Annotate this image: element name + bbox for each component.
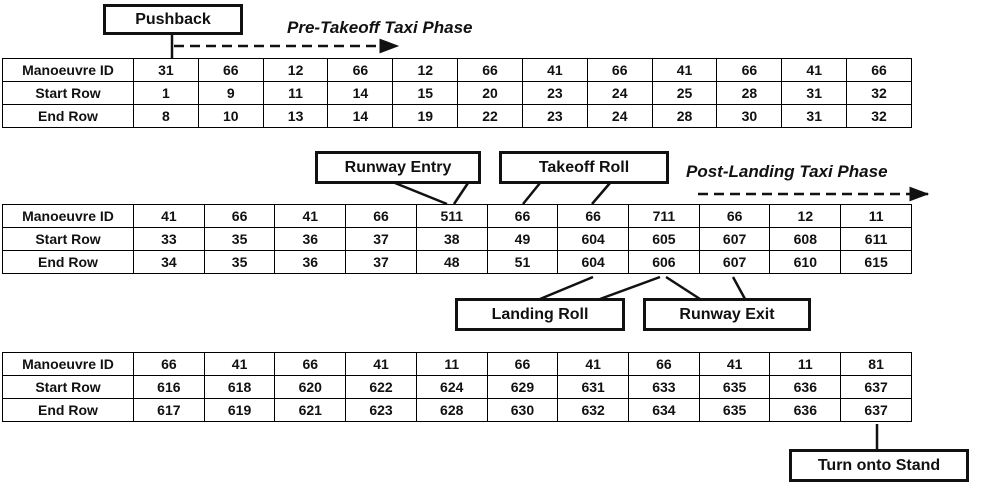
table-cell: 37 bbox=[346, 251, 417, 274]
table-cell: 33 bbox=[134, 228, 205, 251]
table-cell: 36 bbox=[275, 251, 346, 274]
table-cell: 66 bbox=[275, 353, 346, 376]
table-cell: 616 bbox=[134, 376, 205, 399]
table-cell: 12 bbox=[263, 59, 328, 82]
table-cell: 41 bbox=[275, 205, 346, 228]
table-cell: 32 bbox=[847, 105, 912, 128]
takeoff-roll-label: Takeoff Roll bbox=[538, 158, 630, 176]
table-cell: 618 bbox=[204, 376, 275, 399]
table-row bbox=[3, 105, 912, 128]
table-cell: 11 bbox=[416, 353, 487, 376]
table-cell: 636 bbox=[770, 399, 841, 422]
turn-onto-stand-label: Turn onto Stand bbox=[817, 456, 941, 474]
runway-exit-connector-line bbox=[733, 277, 745, 299]
row-label: Manoeuvre ID bbox=[3, 353, 134, 376]
table-cell: 66 bbox=[487, 205, 558, 228]
table-cell: 48 bbox=[416, 251, 487, 274]
table-cell: 623 bbox=[346, 399, 417, 422]
row-label: Manoeuvre ID bbox=[3, 205, 134, 228]
table-cell: 30 bbox=[717, 105, 782, 128]
table-cell: 66 bbox=[487, 353, 558, 376]
takeoff-roll-connector-line bbox=[592, 183, 610, 204]
table-cell: 41 bbox=[699, 353, 770, 376]
table-cell: 620 bbox=[275, 376, 346, 399]
pre-takeoff-manoeuvre-table bbox=[2, 58, 912, 128]
runway-entry-connector-line bbox=[454, 183, 468, 204]
table-cell: 10 bbox=[198, 105, 263, 128]
table-cell: 81 bbox=[841, 353, 912, 376]
table-cell: 34 bbox=[134, 251, 205, 274]
runway-exit-connector-line bbox=[666, 277, 700, 299]
table-cell: 11 bbox=[263, 82, 328, 105]
table-cell: 41 bbox=[134, 205, 205, 228]
runway-entry-label: Runway Entry bbox=[344, 158, 452, 176]
table-cell: 634 bbox=[629, 399, 700, 422]
row-label: End Row bbox=[3, 251, 134, 274]
post-landing-manoeuvre-table bbox=[2, 352, 912, 422]
table-cell: 25 bbox=[652, 82, 717, 105]
table-cell: 608 bbox=[770, 228, 841, 251]
table-cell: 604 bbox=[558, 251, 629, 274]
table-row bbox=[3, 376, 912, 399]
table-cell: 41 bbox=[782, 59, 847, 82]
table-cell: 32 bbox=[847, 82, 912, 105]
table-cell: 628 bbox=[416, 399, 487, 422]
row-label: Manoeuvre ID bbox=[3, 59, 134, 82]
table-cell: 1 bbox=[134, 82, 199, 105]
table-cell: 41 bbox=[558, 353, 629, 376]
pushback-label-box bbox=[103, 4, 243, 35]
table-cell: 28 bbox=[717, 82, 782, 105]
post-landing-phase-label: Post-Landing Taxi Phase bbox=[686, 162, 888, 181]
table-row bbox=[3, 353, 912, 376]
table-cell: 624 bbox=[416, 376, 487, 399]
table-cell: 12 bbox=[770, 205, 841, 228]
table-cell: 24 bbox=[587, 82, 652, 105]
table-cell: 66 bbox=[198, 59, 263, 82]
landing-roll-label: Landing Roll bbox=[491, 305, 589, 323]
table-cell: 20 bbox=[458, 82, 523, 105]
takeoff-roll-connector-line bbox=[523, 183, 540, 204]
table-cell: 66 bbox=[699, 205, 770, 228]
table-cell: 605 bbox=[629, 228, 700, 251]
table-cell: 9 bbox=[198, 82, 263, 105]
table-cell: 31 bbox=[782, 82, 847, 105]
table-row bbox=[3, 59, 912, 82]
pre-takeoff-phase-label: Pre-Takeoff Taxi Phase bbox=[287, 18, 473, 37]
table-cell: 633 bbox=[629, 376, 700, 399]
table-cell: 611 bbox=[841, 228, 912, 251]
table-cell: 11 bbox=[841, 205, 912, 228]
table-cell: 14 bbox=[328, 105, 393, 128]
table-cell: 37 bbox=[346, 228, 417, 251]
table-cell: 636 bbox=[770, 376, 841, 399]
table-cell: 13 bbox=[263, 105, 328, 128]
table-cell: 637 bbox=[841, 376, 912, 399]
table-cell: 41 bbox=[522, 59, 587, 82]
takeoff-landing-manoeuvre-table bbox=[2, 204, 912, 274]
runway-entry-label-box bbox=[315, 151, 481, 184]
table-cell: 15 bbox=[393, 82, 458, 105]
table-cell: 24 bbox=[587, 105, 652, 128]
table-cell: 66 bbox=[587, 59, 652, 82]
row-label: End Row bbox=[3, 399, 134, 422]
table-cell: 606 bbox=[629, 251, 700, 274]
table-row bbox=[3, 399, 912, 422]
table-cell: 607 bbox=[699, 228, 770, 251]
table-cell: 11 bbox=[770, 353, 841, 376]
table-cell: 14 bbox=[328, 82, 393, 105]
landing-roll-label-box bbox=[455, 298, 625, 331]
row-label: Start Row bbox=[3, 376, 134, 399]
turn-onto-stand-label-box bbox=[789, 449, 969, 482]
table-cell: 632 bbox=[558, 399, 629, 422]
table-cell: 637 bbox=[841, 399, 912, 422]
table-cell: 66 bbox=[204, 205, 275, 228]
table-cell: 41 bbox=[346, 353, 417, 376]
table-cell: 66 bbox=[717, 59, 782, 82]
table-cell: 511 bbox=[416, 205, 487, 228]
table-cell: 31 bbox=[782, 105, 847, 128]
table-cell: 607 bbox=[699, 251, 770, 274]
table-cell: 23 bbox=[522, 82, 587, 105]
table-cell: 711 bbox=[629, 205, 700, 228]
table-cell: 28 bbox=[652, 105, 717, 128]
table-cell: 630 bbox=[487, 399, 558, 422]
table-cell: 66 bbox=[346, 205, 417, 228]
table-cell: 22 bbox=[458, 105, 523, 128]
row-label: End Row bbox=[3, 105, 134, 128]
table-row bbox=[3, 228, 912, 251]
table-cell: 31 bbox=[134, 59, 199, 82]
table-cell: 35 bbox=[204, 228, 275, 251]
pushback-label: Pushback bbox=[135, 10, 211, 28]
row-label: Start Row bbox=[3, 228, 134, 251]
table-cell: 622 bbox=[346, 376, 417, 399]
table-cell: 23 bbox=[522, 105, 587, 128]
table-cell: 615 bbox=[841, 251, 912, 274]
runway-entry-connector-line bbox=[395, 183, 447, 204]
table-cell: 41 bbox=[204, 353, 275, 376]
table-cell: 51 bbox=[487, 251, 558, 274]
table-cell: 635 bbox=[699, 399, 770, 422]
table-cell: 610 bbox=[770, 251, 841, 274]
table-cell: 41 bbox=[652, 59, 717, 82]
landing-roll-connector-line bbox=[600, 277, 660, 299]
table-cell: 619 bbox=[204, 399, 275, 422]
table-cell: 66 bbox=[134, 353, 205, 376]
table-cell: 38 bbox=[416, 228, 487, 251]
table-cell: 631 bbox=[558, 376, 629, 399]
runway-exit-label: Runway Exit bbox=[679, 305, 775, 323]
table-cell: 49 bbox=[487, 228, 558, 251]
table-cell: 8 bbox=[134, 105, 199, 128]
table-cell: 35 bbox=[204, 251, 275, 274]
table-row bbox=[3, 205, 912, 228]
table-cell: 635 bbox=[699, 376, 770, 399]
table-cell: 629 bbox=[487, 376, 558, 399]
landing-roll-connector-line bbox=[540, 277, 593, 299]
table-cell: 66 bbox=[847, 59, 912, 82]
table-cell: 19 bbox=[393, 105, 458, 128]
table-cell: 66 bbox=[629, 353, 700, 376]
table-cell: 66 bbox=[458, 59, 523, 82]
row-label: Start Row bbox=[3, 82, 134, 105]
table-cell: 12 bbox=[393, 59, 458, 82]
runway-exit-label-box bbox=[643, 298, 811, 331]
takeoff-roll-label-box bbox=[499, 151, 669, 184]
table-row bbox=[3, 251, 912, 274]
table-cell: 617 bbox=[134, 399, 205, 422]
table-cell: 621 bbox=[275, 399, 346, 422]
table-cell: 604 bbox=[558, 228, 629, 251]
table-cell: 36 bbox=[275, 228, 346, 251]
table-cell: 66 bbox=[328, 59, 393, 82]
table-row bbox=[3, 82, 912, 105]
table-cell: 66 bbox=[558, 205, 629, 228]
